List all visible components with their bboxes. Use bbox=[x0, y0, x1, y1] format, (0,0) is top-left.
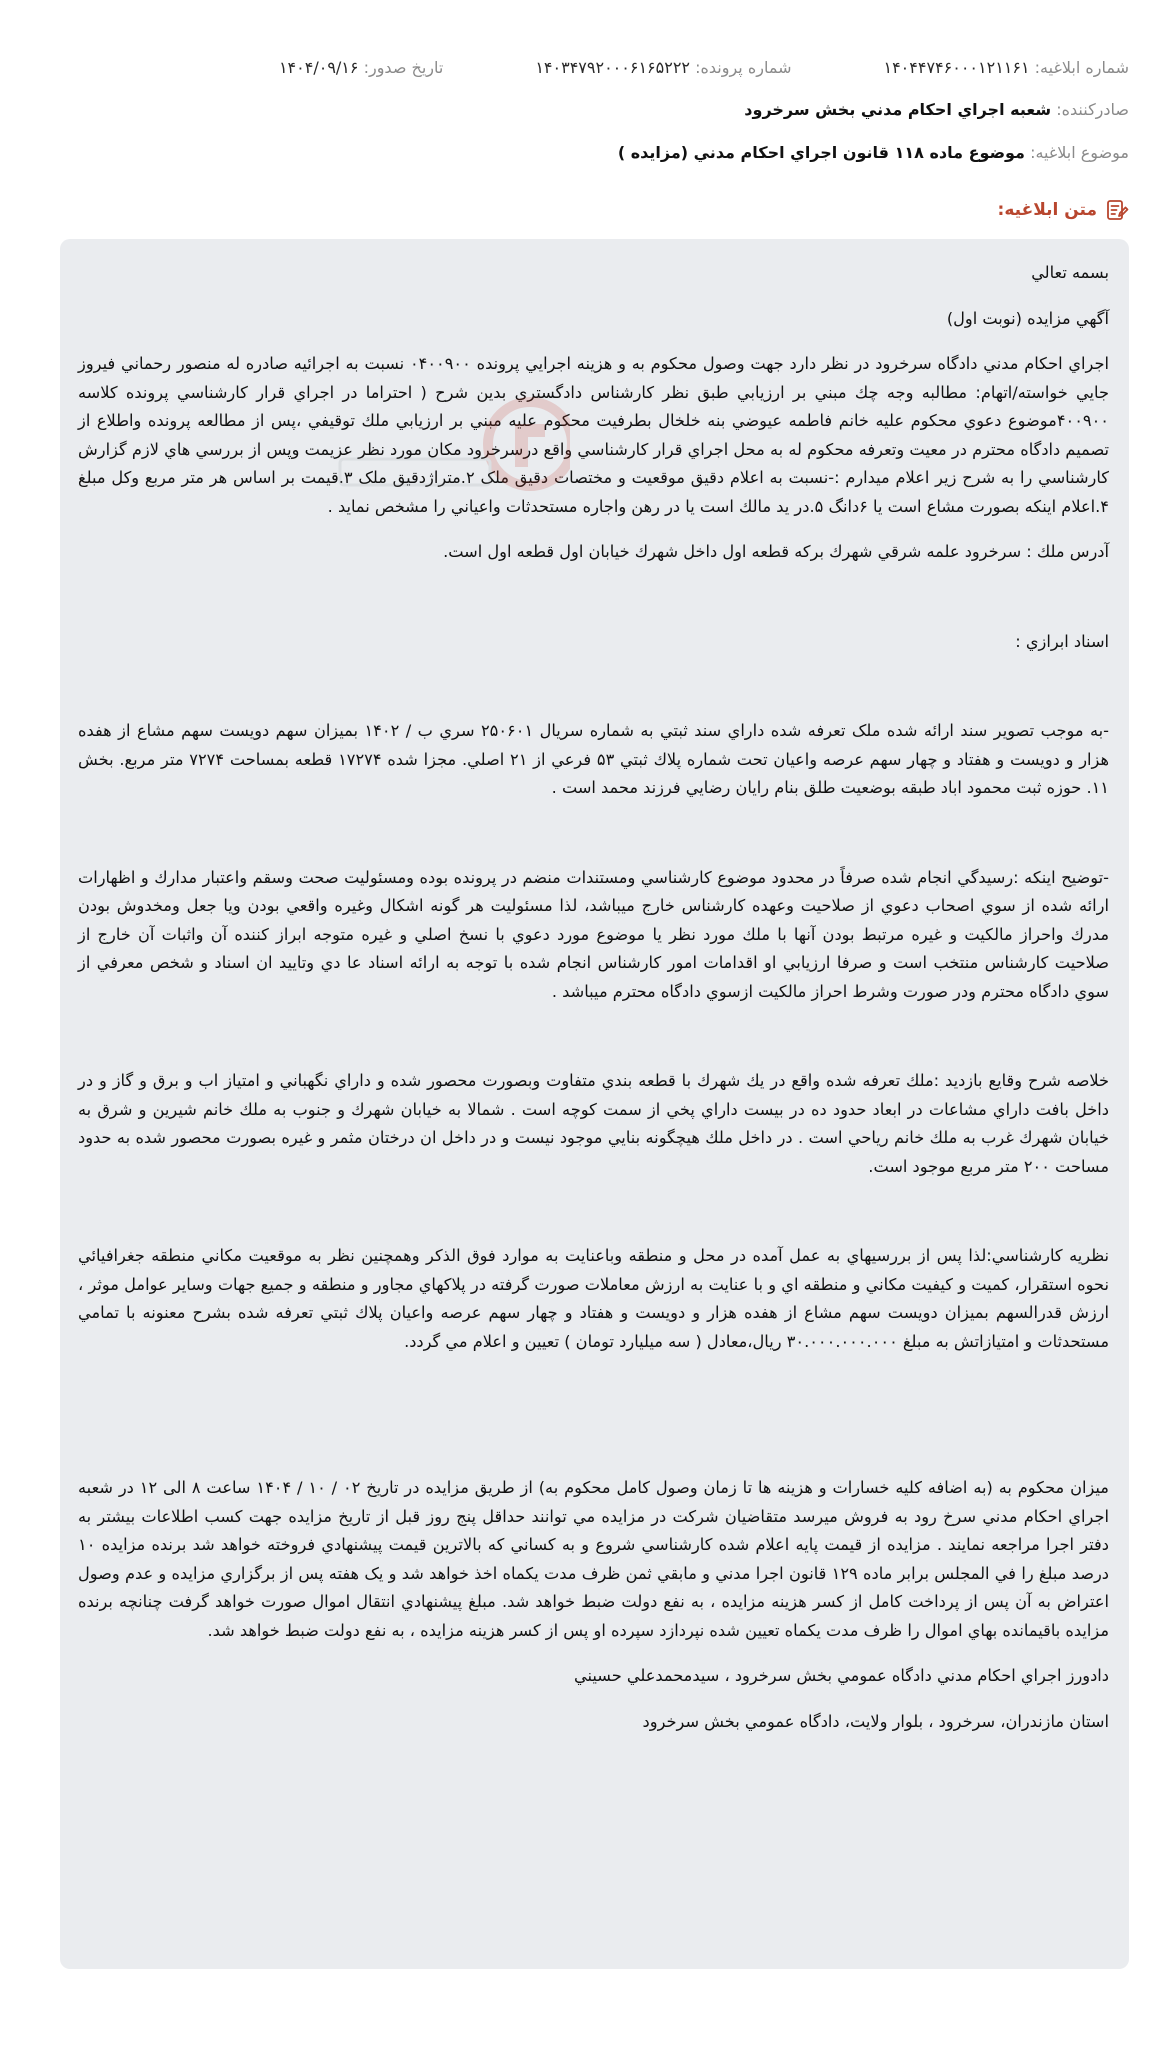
case-number-label: شماره پرونده: bbox=[695, 58, 792, 77]
notice-text-heading bbox=[998, 198, 1129, 222]
notice-title: آگهي مزايده (نوبت اول) bbox=[946, 308, 1109, 328]
notice-meta-row bbox=[45, 56, 1129, 80]
deed-paragraph: -به موجب تصوير سند ارائه شده ملک تعرفه شده داراي سند ثبتي به شماره سريال ۲۵۰۶۰۱ سري ب / ۱۴۰۲ بميزان سهم دويست سهم مشاع از هفده هزار و دويست و هفتاد و چهار سهم عرصه واعيان تحت شماره پلاك ثبتي ۵۳ فرعي از ۲۱ اصلي. مجزا شده ۱۷۲۷۴ قطعه بمساحت ۷۲۷۴ متر مربع. بخش ۱۱. حوزه ثبت محمود اباد طبقه بوضعيت طلق بنام رايان رضايي فرزند محمد است . bbox=[78, 721, 1109, 797]
document-pen-icon bbox=[1105, 198, 1129, 222]
issue-date-label: تاریخ صدور: bbox=[363, 58, 444, 77]
disclaimer-paragraph: -توضيح اينکه :رسيدگي انجام شده صرفاً در محدود موضوع کارشناسي ومستندات منضم در پرونده بوده ومسئوليت صحت وسقم واعتبار مدارك و اظهارات ارائه شده از سوي اصحاب دعوي از صلاحيت وعهده کارشناس خارج ميباشد، لذا مسئوليت هر گونه اشکال وغيره واقعي بودن ويا جعل ومخدوش بودن مدرك واحراز مالکيت و غيره مرتبط بودن آنها با ملك مورد نظر يا موضوع مورد دعوي با نسخ اصلي و غيره متوجه ابراز کننده آن واثبات آن خارج از صلاحيت کارشناس منتخب است و صرفا ارزيابي او اقدامات امور کارشناس انجام شده با توجه به ارائه اسناد عا دي وتاييد ان اسناد و شخص معرفي از سوي دادگاه محترم ودر صورت وشرط احراز مالکيت ازسوي دادگاه محترم ميباشد . bbox=[78, 867, 1109, 1001]
notice-text-title: متن ابلاغیه: bbox=[997, 200, 1097, 220]
notice-number bbox=[883, 56, 1129, 80]
notice-body bbox=[60, 239, 1129, 1969]
documents-heading: اسناد ابرازي : bbox=[1015, 631, 1109, 651]
subject-label: موضوع ابلاغیه: bbox=[1030, 143, 1129, 162]
signatory: دادورز اجراي احکام مدني دادگاه عمومي بخش سرخرود ، سيدمحمدعلي حسيني bbox=[574, 1666, 1109, 1685]
auction-terms: ميزان محکوم به (به اضافه کليه خسارات و هزينه ها تا زمان وصول کامل محکوم به) از طريق مزايده در تاريخ ۰۲ / ۱۰ / ۱۴۰۴ ساعت ۸ الی ۱۲ در شعبه اجراي احکام مدني سرخ رود به فروش ميرسد متقاضيان شرکت در مزايده مي توانند حداقل پنج روز قبل از تاريخ مزايده جهت کسب اطلاعات بيشتر به دفتر اجرا مراجعه نمايند . مزايده از قيمت پايه اعلام شده کارشناسي شروع و به کساني که بالاترين قيمت پيشنهادي فروخته خواهد شد برنده مزايده ۱۰ درصد مبلغ را في المجلس برابر ماده ۱۲۹ قانون اجرا مدني و مابقي ثمن ظرف مدت يکماه اخذ خواهد شد و يک هفته پس از برگزاري مزايده و عدم وصول اعتراض به آن پس از پرداخت کامل از کسر هزينه مزايده ، به نفع دولت ضبط خواهد شد. مبلغ پيشنهادي انتقال اموال صورت خواهد گرفت چنانچه برنده مزايده باقيمانده بهاي اموال را ظرف مدت يکماه تعيين شده نپردازد سپرده او پس از کسر هزينه مزايده ، به نفع دولت ضبط خواهد شد. bbox=[78, 1478, 1110, 1640]
expert-opinion: نظريه کارشناسي:لذا پس از بررسيهاي به عمل آمده در محل و منطقه وباعنايت به موارد فوق الذکر وهمچنين نظر به موقعيت مکاني منطقه جغرافيائي نحوه استقرار، کميت و کيفيت مکاني و منطقه اي و با عنايت به ارزش معاملات صورت گرفته در پلاکهاي مجاور و منطقه و جميع جهات وساير عوامل موثر ، ارزش قدرالسهم بميزان دويست سهم مشاع از هفده هزار و دويست و هفتاد و چهار سهم عرصه واعيان پلاك ثبتي تعرفه شده بشرح معنونه با تمامي مستحدثات و امتيازاتش به مبلغ ۳۰.۰۰۰.۰۰۰.۰۰۰ ريال،معادل ( سه ميليارد تومان ) تعيين و اعلام مي گردد. bbox=[78, 1246, 1109, 1351]
subject-row bbox=[45, 141, 1129, 165]
notice-number-label: شماره ابلاغیه: bbox=[1034, 58, 1129, 77]
case-number bbox=[535, 56, 791, 80]
court-address: استان مازندران، سرخرود ، بلوار ولايت، دادگاه عمومي بخش سرخرود bbox=[642, 1711, 1109, 1731]
subject-value: موضوع ماده ۱۱۸ قانون اجراي احکام مدني (مزايده ) bbox=[617, 143, 1025, 162]
property-address: آدرس ملك : سرخرود علمه شرقي شهرك بركه قطعه اول داخل شهرك خيابان اول قطعه اول است. bbox=[443, 542, 1109, 561]
introduction-paragraph: اجراي احکام مدني دادگاه سرخرود در نظر دارد جهت وصول محکوم به و هزينه اجرايي پرونده ۰۴۰۰۹۰۰ نسبت به اجرائيه صادره له منصور رحماني فيروز جايي خواسته/اتهام: مطالبه وجه چك مبني بر ارزيابي طبق نظر کارشناس دادگستري بدين شرح ( احتراما در اجراي قرار کارشناسي پرونده کلاسه ۴۰۰۹۰۰موضوع دعوي محکوم عليه خانم فاطمه عيوضي بنه خلخال بطرفيت محکوم عليه مبني بر ارزيابي ملك توقيفي ،پس از مطالعه پرونده واطلاع از تصميم دادگاه محترم در معيت وتعرفه محکوم له به محل اجراي قرار کارشناسي واقع درسرخرود مکان مورد نظر عزيمت وپس از بررسي هاي لازم گزارش کارشناسي را به شرح زير اعلام ميدارم :-نسبت به اعلام دقيق موقعيت و مختصات دقيق ملک ۲.متراژدقيق ملک ۳.قيمت بر اساس هر متر مربع وکل مبلغ ۴.اعلام اينکه بصورت مشاع است يا ۶دانگ ۵.در يد مالك است يا در رهن واجاره مستحدثات واعياني را مشخص نمايد . bbox=[78, 354, 1109, 516]
issuer-value: شعبه اجراي احکام مدني بخش سرخرود bbox=[744, 100, 1052, 119]
inspection-summary: خلاصه شرح وقايع بازديد :ملك تعرفه شده واقع در يك شهرك با قطعه بندي متفاوت وبصورت محصور شده و داراي نگهباني و امتياز اب و برق و گاز و در داخل بافت داراي مشاعات در ابعاد حدود ده در بيست داراي پخي از سمت کوچه است . شمالا به خيابان شهرك و جنوب به ملك خانم شيرين و شرق به خيابان شهرك غرب به ملك خانم رياحي است . در داخل ملك هيچگونه بنايي موجود نيست و در داخل ان درختان مثمر و غيره بصورت محصور شده به حدود مساحت ۲۰۰ متر مربع موجود است. bbox=[78, 1071, 1109, 1176]
issue-date-value: ۱۴۰۴/۰۹/۱۶ bbox=[278, 58, 359, 77]
notice-number-value: ۱۴۰۴۴۷۴۶۰۰۰۱۲۱۱۶۱ bbox=[883, 58, 1030, 77]
issue-date bbox=[279, 56, 443, 80]
case-number-value: ۱۴۰۳۴۷۹۲۰۰۰۶۱۶۵۲۲۲ bbox=[535, 58, 691, 77]
issuer-row bbox=[45, 98, 1129, 122]
opening-phrase: بسمه تعالي bbox=[1031, 263, 1109, 282]
issuer-label: صادرکننده: bbox=[1056, 100, 1129, 119]
